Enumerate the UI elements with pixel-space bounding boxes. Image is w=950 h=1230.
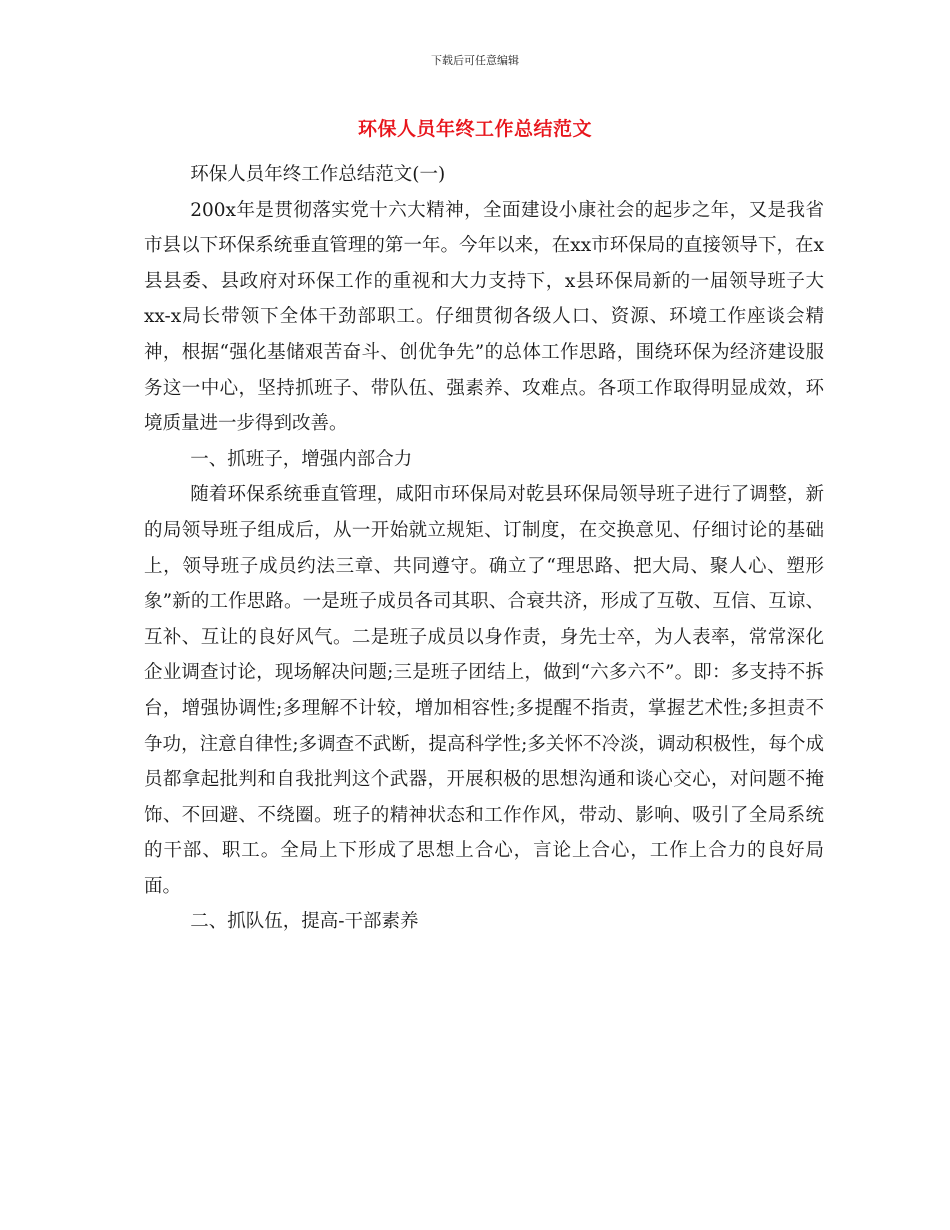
- header-note: 下载后可任意编辑: [431, 54, 519, 67]
- body-paragraph: 随着环保系统垂直管理，咸阳市环保局对乾县环保局领导班子进行了调整，新的局领导班子组成后，从一开始就立规矩、订制度，在交换意见、仔细讨论的基础上，领导班子成员约法三章、共同遵守。确立了“理思路、把大局、聚人心、塑形象”新的工作思路。一是班子成员各司其职、合衰共济，形成了互敬、互信、互谅、互补、互让的良好风气。二是班子成员以身作责，身先士卒，为人表率，常常深化企业调查讨论，现场解决问题;三是班子团结上，做到“六多六不”。即：多支持不拆台，增强协调性;多理解不计较，增加相容性;多提醒不指责，掌握艺术性;多担责不争功，注意自律性;多调查不武断，提高科学性;多关怀不冷淡，调动积极性，每个成员都拿起批判和自我批判这个武器，开展积极的思想沟通和谈心交心，对问题不掩饰、不回避、不绕圈。班子的精神状态和工作作风，带动、影响、吸引了全局系统的干部、职工。全局上下形成了思想上合心，言论上合心，工作上合力的良好局面。: [144, 484, 824, 897]
- section-heading: 二、抓队伍，提高-干部素养: [190, 911, 419, 933]
- subtitle-paragraph: 环保人员年终工作总结范文(一): [190, 164, 446, 185]
- section-heading: 一、抓班子，增强内部合力: [190, 448, 413, 470]
- body-paragraph: 200x年是贯彻落实党十六大精神，全面建设小康社会的起步之年，又是我省市县以下环保系统垂直管理的第一年。今年以来，在xx市环保局的直接领导下，在x县县委、县政府对环保工作的重视和大力支持下，x县环保局新的一届领导班子大xx-x局长带领下全体干劲部职工。仔细贯彻各级人口、资源、环境工作座谈会精神，根据“强化基储艰苦奋斗、创优争先”的总体工作思路，围绕环保为经济建设服务这一中心，坚持抓班子、带队伍、强素养、攻难点。各项工作取得明显成效，环境质量进一步得到改善。: [144, 199, 824, 435]
- document-title: 环保人员年终工作总结范文: [357, 118, 592, 140]
- document-body: [144, 157, 824, 940]
